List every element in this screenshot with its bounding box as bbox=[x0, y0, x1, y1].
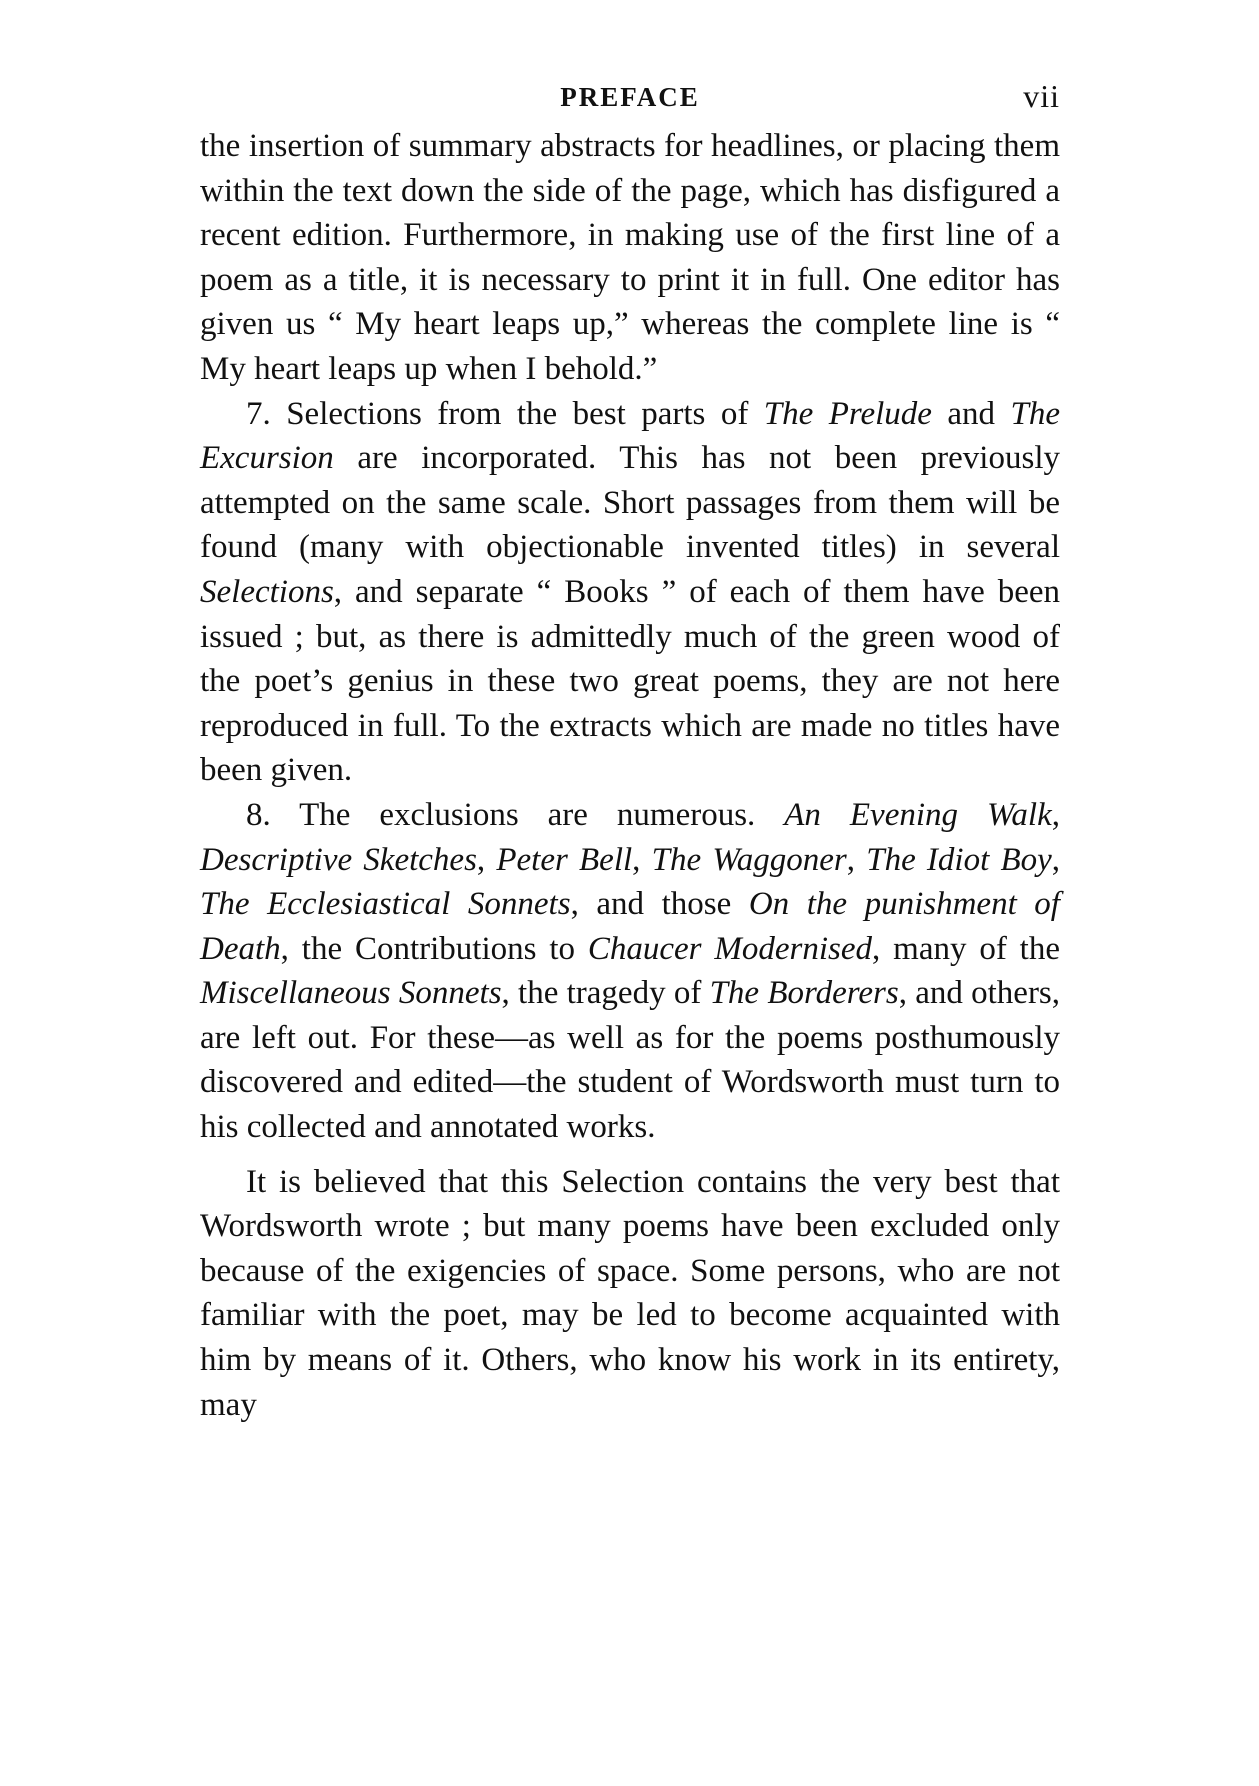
page-number: vii bbox=[1023, 78, 1060, 114]
book-page bbox=[200, 78, 1060, 1427]
running-head bbox=[200, 78, 1060, 124]
paragraph-closing: It is believed that this Selection contains the very best that Wordsworth wrote ; but many poems have been excluded only because of the exigencies of space. Some persons, who are not familiar with the poet, may be led to become acquainted with him by means of it. Others, who know his work in its entirety, may bbox=[200, 1163, 1060, 1423]
text-run: , bbox=[632, 841, 652, 878]
title-borderers: The Borderers bbox=[709, 975, 899, 1012]
text-run: , many of the bbox=[872, 930, 1060, 967]
text-run: , bbox=[476, 841, 497, 878]
text-run: , and others, are left out. For these—as well as for the poems posthumously discovered and edited—the student of Wordsworth must turn to his collected and annotated works. bbox=[200, 975, 1061, 1146]
text-run: , and separate “ Books ” of each of them have been issued ; but, as there is admittedly much of the green wood of the poet’s genius in these two great poems, they are not here reproduced in full. To the extracts which are made no titles have been given. bbox=[200, 573, 1060, 789]
running-title: PREFACE bbox=[560, 82, 700, 112]
title-selections: Selections bbox=[200, 573, 334, 610]
paragraph-7 bbox=[200, 392, 1060, 793]
title-peter-bell: Peter Bell bbox=[496, 841, 633, 878]
title-prelude: The Prelude bbox=[763, 395, 932, 432]
text-run: , and those bbox=[570, 886, 749, 923]
title-miscellaneous-sonnets: Miscellaneous Sonnets bbox=[200, 975, 502, 1012]
title-descriptive-sketches: Descriptive Sketches bbox=[200, 841, 477, 878]
text-run: 8. The exclusions are numerous. bbox=[246, 796, 785, 833]
text-run: , bbox=[846, 841, 867, 878]
body-text bbox=[200, 124, 1060, 1427]
title-chaucer-modernised: Chaucer Modernised bbox=[587, 930, 873, 967]
paragraph-8 bbox=[200, 793, 1060, 1150]
text-run: , the Contributions to bbox=[280, 930, 588, 967]
text-run: , bbox=[1051, 796, 1060, 833]
paragraph-continuation: the insertion of summary abstracts for headlines, or placing them within the text down the side of the page, which has disfigured a recent edition. Furthermore, in making use of the first line of a poem as a title, it is necessary to print it in full. One editor has given us “ My heart leaps up,” whereas the complete line is “ My heart leaps up when I behold.” bbox=[200, 128, 1060, 387]
text-run: , bbox=[1051, 841, 1061, 878]
text-run: are incorporated. This has not been previously attempted on the same scale. Short passages from them will be found (many with objectionable invented titles) in several bbox=[200, 440, 1060, 566]
title-evening-walk: An Evening Walk bbox=[784, 796, 1052, 833]
text-run: and bbox=[931, 395, 1011, 432]
title-punishment-of-death: On the punishment of Death bbox=[200, 886, 1060, 967]
title-ecclesiastical-sonnets: The Ecclesiastical Sonnets bbox=[200, 886, 571, 923]
title-waggoner: The Waggoner bbox=[651, 841, 847, 878]
text-run: , the tragedy of bbox=[501, 975, 710, 1012]
title-excursion: The Excursion bbox=[200, 395, 1060, 477]
text-run: 7. Selections from the best parts of bbox=[246, 395, 764, 432]
title-idiot-boy: The Idiot Boy bbox=[866, 841, 1052, 878]
